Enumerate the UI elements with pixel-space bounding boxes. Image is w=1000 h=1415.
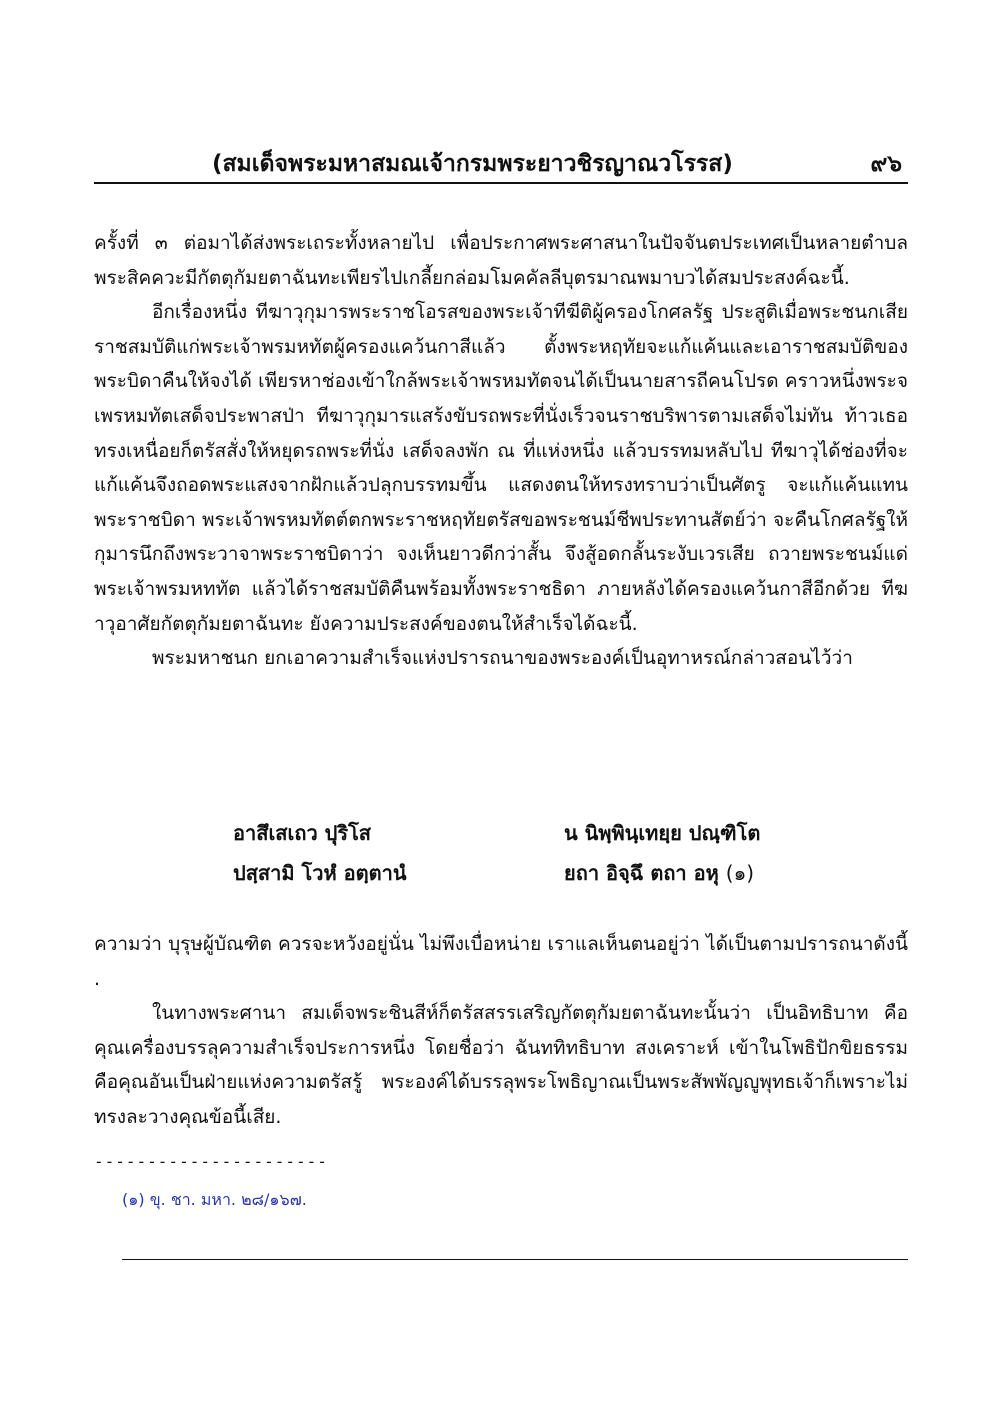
body-text-lower <box>94 927 908 1135</box>
paragraph: ความว่า บุรุษผู้บัณฑิต ควรจะหวังอยู่นั่น ไม่พึงเบื่อหน่าย เราแลเห็นตนอยู่ว่า ได้เป็นตามปรารถนาดังนี้ . <box>94 933 908 990</box>
verse-line-first-half: อาสึเสเถว ปุริโส <box>233 821 372 845</box>
footnote-reference: (๑) <box>725 861 755 885</box>
footnote: (๑) ขุ. ชา. มหา. ๒๘/๑๖๗. <box>122 1190 307 1209</box>
paragraph: ในทางพระศานา สมเด็จพระชินสีห์ก็ตรัสสรรเสริญกัตตุกัมยตาฉันทะนั้นว่า เป็นอิทธิบาท คือคุณเครื่องบรรลุความสำเร็จประการหนึ่ง โดยชื่อว่า ฉันททิทธิบาท สงเคราะห์ เข้าในโพธิปักขิยธรรม คือคุณอันเป็นฝ่ายแห่งความตรัสรู้ พระองค์ได้บรรลุพระโพธิญาณเป็นพระสัพพัญญูพุทธเจ้าก็เพราะไม่ทรงละวางคุณข้อนี้เสีย. <box>94 1002 908 1128</box>
paragraph: พระมหาชนก ยกเอาความสำเร็จแห่งปรารถนาของพระองค์เป็นอุทาหรณ์กล่าวสอนไว้ว่า <box>152 647 853 670</box>
pali-verse <box>233 813 833 893</box>
page-title: (สมเด็จพระมหาสมณเจ้ากรมพระยาวชิรญาณวโรรส) <box>212 151 733 177</box>
verse-line-second-half <box>564 853 754 893</box>
bottom-rule <box>122 1259 908 1260</box>
verse-line <box>233 813 833 853</box>
verse-line-first-half: ปสฺสามิ โวหํ อตฺตานํ <box>233 861 407 885</box>
body-text-upper <box>94 226 908 676</box>
page-number: ๙๖ <box>870 151 902 177</box>
verse-line <box>233 853 833 893</box>
verse-line-text: ยถา อิจฺฉึ ตถา อหุ <box>564 861 719 885</box>
footnote-separator: ---------------------- <box>94 1152 328 1171</box>
paragraph: ครั้งที่ ๓ ต่อมาได้ส่งพระเถระทั้งหลายไป เพื่อประกาศพระศาสนาในปัจจันตประเทศเป็นหลายตำบล พระสิคควะมีกัตตุกัมยตาฉันทะเพียรไปเกลี้ยกล่อมโมคคัลลีบุตรมาณพมาบวได้สมประสงค์ฉะนี้. <box>94 232 908 289</box>
paragraph: อีกเรื่องหนึ่ง ทีฆาวุกุมารพระราชโอรสของพระเจ้าทีฆีติผู้ครองโกศลรัฐ ประสูติเมื่อพระชนกเสียราชสมบัติแก่พระเจ้าพรมหทัตผู้ครองแคว้นกาสีแล้ว ตั้งพระหฤทัยจะแก้แค้นและเอาราชสมบัติของพระบิดาคืนให้จงได้ เพียรหาช่องเข้าใกล้พระเจ้าพรหมทัตจนได้เป็นนายสารถีคนโปรด คราวหนึ่งพระจเพรหมทัตเสด็จประพาสป่า ทีฆาวุกุมารแสร้งขับรถพระที่นั่งเร็วจนราชบริพารตามเสด็จไม่ทัน ท้าวเธอทรงเหนื่อยก็ตรัสสั่งให้หยุดรถพระที่นั่ง เสด็จลงพัก ณ ที่แห่งหนึ่ง แล้วบรรทมหลับไป ทีฆาวุได้ช่องที่จะแก้แค้นจึงถอดพระแสงจากฝักแล้วปลุกบรรทมขึ้น แสดงตนให้ทรงทราบว่าเป็นศัตรู จะแก้แค้นแทนพระราชบิดา พระเจ้าพรหมทัตต์ตกพระราชหฤทัยตรัสขอพระชนม์ชีพประทานสัตย์ว่า จะคืนโกศลรัฐให้ กุมารนึกถึงพระวาจาพระราชบิดาว่า จงเห็นยาวดีกว่าสั้น จึงสู้อดกลั้นระงับเวรเสีย ถวายพระชนม์แด่พระเจ้าพรมหททัต แล้วได้ราชสมบัติคืนพร้อมทั้งพระราชธิดา ภายหลังได้ครองแคว้นกาสีอีกด้วย ทีฆาวุอาศัยกัตตุกัมยตาฉันทะ ยังความประสงค์ของตนให้สำเร็จได้ฉะนี้. <box>94 301 908 635</box>
verse-line-second-half: น นิพฺพินฺเทยฺย ปณฺฑิโต <box>564 821 761 845</box>
page-header <box>94 142 908 184</box>
